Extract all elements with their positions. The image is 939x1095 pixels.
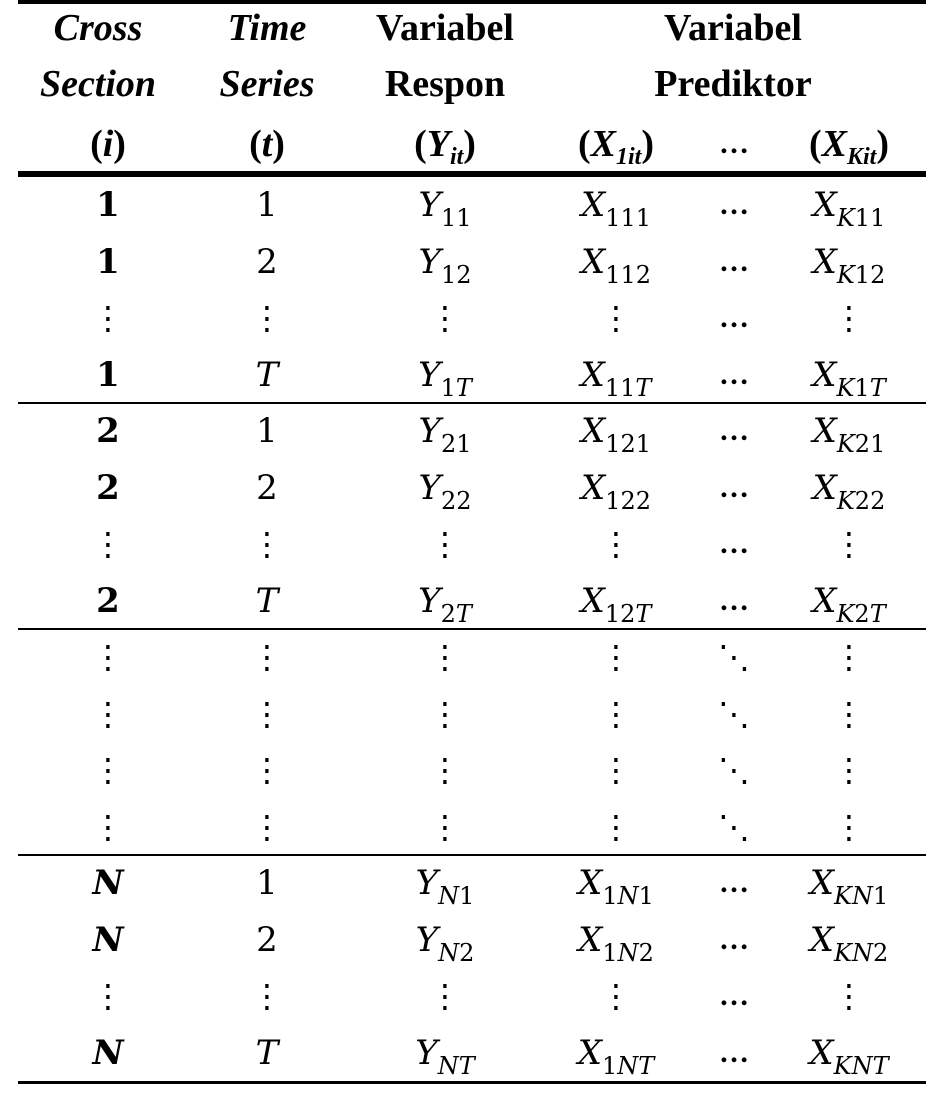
header-symbol-dots: … bbox=[719, 127, 749, 160]
cell-respon: $Y_{22}$ bbox=[418, 467, 472, 515]
cell-time-series: T bbox=[255, 580, 279, 621]
cell-vdots: ⋮ bbox=[251, 525, 283, 563]
cell-prediktor-k: $X_{K2T}$ bbox=[812, 580, 886, 628]
cell-prediktor-k: $X_{K22}$ bbox=[812, 467, 886, 515]
cell-respon: $Y_{N2}$ bbox=[415, 919, 475, 967]
cell-prediktor-dots: … bbox=[719, 301, 749, 334]
header-symbol-x1: $(X_{1it})$ bbox=[577, 123, 655, 170]
header-rule bbox=[18, 171, 926, 177]
cell-vdots: ⋮ bbox=[92, 299, 124, 337]
header-prediktor-line2: Prediktor bbox=[654, 63, 812, 105]
bottom-rule bbox=[18, 1081, 926, 1084]
group-rule bbox=[18, 402, 926, 404]
cell-vdots: ⋮ bbox=[600, 977, 632, 1015]
cell-prediktor-dots: … bbox=[719, 470, 749, 504]
cell-time-series: T bbox=[255, 354, 279, 395]
cell-vdots: ⋮ bbox=[92, 807, 124, 846]
cell-vdots: ⋮ bbox=[92, 638, 124, 676]
cell-respon: $Y_{21}$ bbox=[418, 411, 472, 458]
cell-vdots: ⋮ bbox=[600, 751, 632, 789]
cell-ddots: ⋱ bbox=[718, 694, 750, 733]
cell-prediktor-k: $X_{K12}$ bbox=[812, 241, 886, 289]
cell-respon: $Y_{2T}$ bbox=[418, 580, 472, 628]
cell-vdots: ⋮ bbox=[251, 694, 283, 733]
cell-prediktor-k: $X_{KN1}$ bbox=[809, 863, 889, 910]
cell-prediktor-dots: … bbox=[719, 979, 749, 1012]
cell-prediktor-dots: … bbox=[719, 357, 749, 391]
cell-prediktor-dots: … bbox=[719, 244, 749, 278]
cell-respon: $Y_{11}$ bbox=[418, 185, 472, 232]
cell-cross-section: N bbox=[92, 863, 124, 903]
cell-vdots: ⋮ bbox=[600, 638, 632, 676]
header-respon-line1: Variabel bbox=[376, 7, 514, 49]
cell-prediktor-1: $X_{1N2}$ bbox=[578, 919, 654, 967]
cell-cross-section: 2 bbox=[96, 411, 120, 451]
cell-prediktor-dots: … bbox=[719, 1035, 749, 1069]
cell-prediktor-k: $X_{KN2}$ bbox=[809, 919, 889, 967]
cell-respon: $Y_{12}$ bbox=[418, 241, 472, 289]
cell-ddots: ⋱ bbox=[718, 807, 750, 846]
cell-prediktor-1: $X_{12T}$ bbox=[580, 580, 652, 628]
cell-respon: $Y_{N1}$ bbox=[415, 863, 475, 910]
cell-time-series: 2 bbox=[256, 467, 278, 508]
header-time-line2: Series bbox=[219, 63, 315, 105]
cell-respon: $Y_{NT}$ bbox=[415, 1032, 475, 1080]
group-rule bbox=[18, 628, 926, 630]
cell-vdots: ⋮ bbox=[600, 694, 632, 733]
cell-vdots: ⋮ bbox=[429, 751, 461, 789]
cell-prediktor-k: $X_{K1T}$ bbox=[812, 354, 886, 402]
cell-vdots: ⋮ bbox=[251, 807, 283, 846]
cell-prediktor-1: $X_{11T}$ bbox=[580, 354, 652, 402]
header-symbol-xk: $(X_{Kit})$ bbox=[808, 123, 890, 170]
cell-vdots: ⋮ bbox=[429, 299, 461, 337]
cell-prediktor-1: $X_{1N1}$ bbox=[578, 863, 654, 910]
cell-vdots: ⋮ bbox=[92, 977, 124, 1015]
cell-vdots: ⋮ bbox=[251, 751, 283, 789]
cell-respon: $Y_{1T}$ bbox=[418, 354, 472, 402]
cell-vdots: ⋮ bbox=[600, 807, 632, 846]
cell-prediktor-k: $X_{K21}$ bbox=[812, 411, 886, 458]
cell-vdots: ⋮ bbox=[92, 751, 124, 789]
cell-prediktor-1: $X_{122}$ bbox=[580, 467, 652, 515]
cell-vdots: ⋮ bbox=[429, 638, 461, 676]
cell-prediktor-dots: … bbox=[719, 414, 749, 447]
header-symbol-i: (i) bbox=[90, 123, 126, 165]
cell-cross-section: N bbox=[92, 919, 124, 960]
cell-vdots: ⋮ bbox=[429, 977, 461, 1015]
cell-vdots: ⋮ bbox=[251, 977, 283, 1015]
cell-vdots: ⋮ bbox=[833, 694, 865, 733]
header-symbol-y: $(Y_{it})$ bbox=[414, 123, 476, 170]
cell-ddots: ⋱ bbox=[718, 638, 750, 676]
cell-prediktor-1: $X_{1NT}$ bbox=[577, 1032, 655, 1080]
cell-ddots: ⋱ bbox=[718, 751, 750, 789]
cell-vdots: ⋮ bbox=[600, 525, 632, 563]
header-cross-line1: Cross bbox=[53, 7, 143, 49]
cell-prediktor-k: $X_{KNT}$ bbox=[809, 1032, 889, 1080]
cell-prediktor-dots: … bbox=[719, 583, 749, 617]
header-time-line1: Time bbox=[227, 7, 307, 49]
cell-time-series: T bbox=[255, 1032, 279, 1073]
cell-vdots: ⋮ bbox=[429, 525, 461, 563]
cell-vdots: ⋮ bbox=[92, 694, 124, 733]
cell-prediktor-1: $X_{111}$ bbox=[580, 185, 652, 232]
header-symbol-t: (t) bbox=[249, 123, 285, 165]
cell-time-series: 2 bbox=[256, 919, 278, 960]
cell-prediktor-dots: … bbox=[719, 188, 749, 221]
cell-vdots: ⋮ bbox=[833, 977, 865, 1015]
cell-time-series: 1 bbox=[256, 863, 278, 903]
cell-vdots: ⋮ bbox=[833, 751, 865, 789]
cell-vdots: ⋮ bbox=[251, 299, 283, 337]
cell-cross-section: 1 bbox=[96, 185, 120, 225]
cell-cross-section: 2 bbox=[96, 580, 120, 621]
cell-cross-section: 1 bbox=[96, 241, 120, 282]
cell-vdots: ⋮ bbox=[833, 299, 865, 337]
cell-prediktor-dots: … bbox=[719, 922, 749, 956]
cell-vdots: ⋮ bbox=[92, 525, 124, 563]
cell-time-series: 1 bbox=[256, 411, 278, 451]
cell-prediktor-dots: … bbox=[719, 527, 749, 560]
cell-prediktor-1: $X_{121}$ bbox=[580, 411, 652, 458]
cell-vdots: ⋮ bbox=[833, 525, 865, 563]
header-respon-line2: Respon bbox=[384, 63, 506, 105]
cell-cross-section: 2 bbox=[96, 467, 120, 508]
cell-vdots: ⋮ bbox=[429, 694, 461, 733]
cell-time-series: 1 bbox=[256, 185, 278, 225]
cell-vdots: ⋮ bbox=[429, 807, 461, 846]
cell-prediktor-dots: … bbox=[719, 866, 749, 899]
header-cross-line2: Section bbox=[39, 63, 157, 105]
cell-cross-section: 1 bbox=[96, 354, 120, 395]
cell-time-series: 2 bbox=[256, 241, 278, 282]
header-prediktor-line1: Variabel bbox=[664, 7, 802, 49]
cell-prediktor-k: $X_{K11}$ bbox=[812, 185, 886, 232]
cell-vdots: ⋮ bbox=[833, 807, 865, 846]
cell-cross-section: N bbox=[92, 1032, 124, 1073]
cell-prediktor-1: $X_{112}$ bbox=[580, 241, 652, 289]
cell-vdots: ⋮ bbox=[600, 299, 632, 337]
cell-vdots: ⋮ bbox=[251, 638, 283, 676]
cell-vdots: ⋮ bbox=[833, 638, 865, 676]
